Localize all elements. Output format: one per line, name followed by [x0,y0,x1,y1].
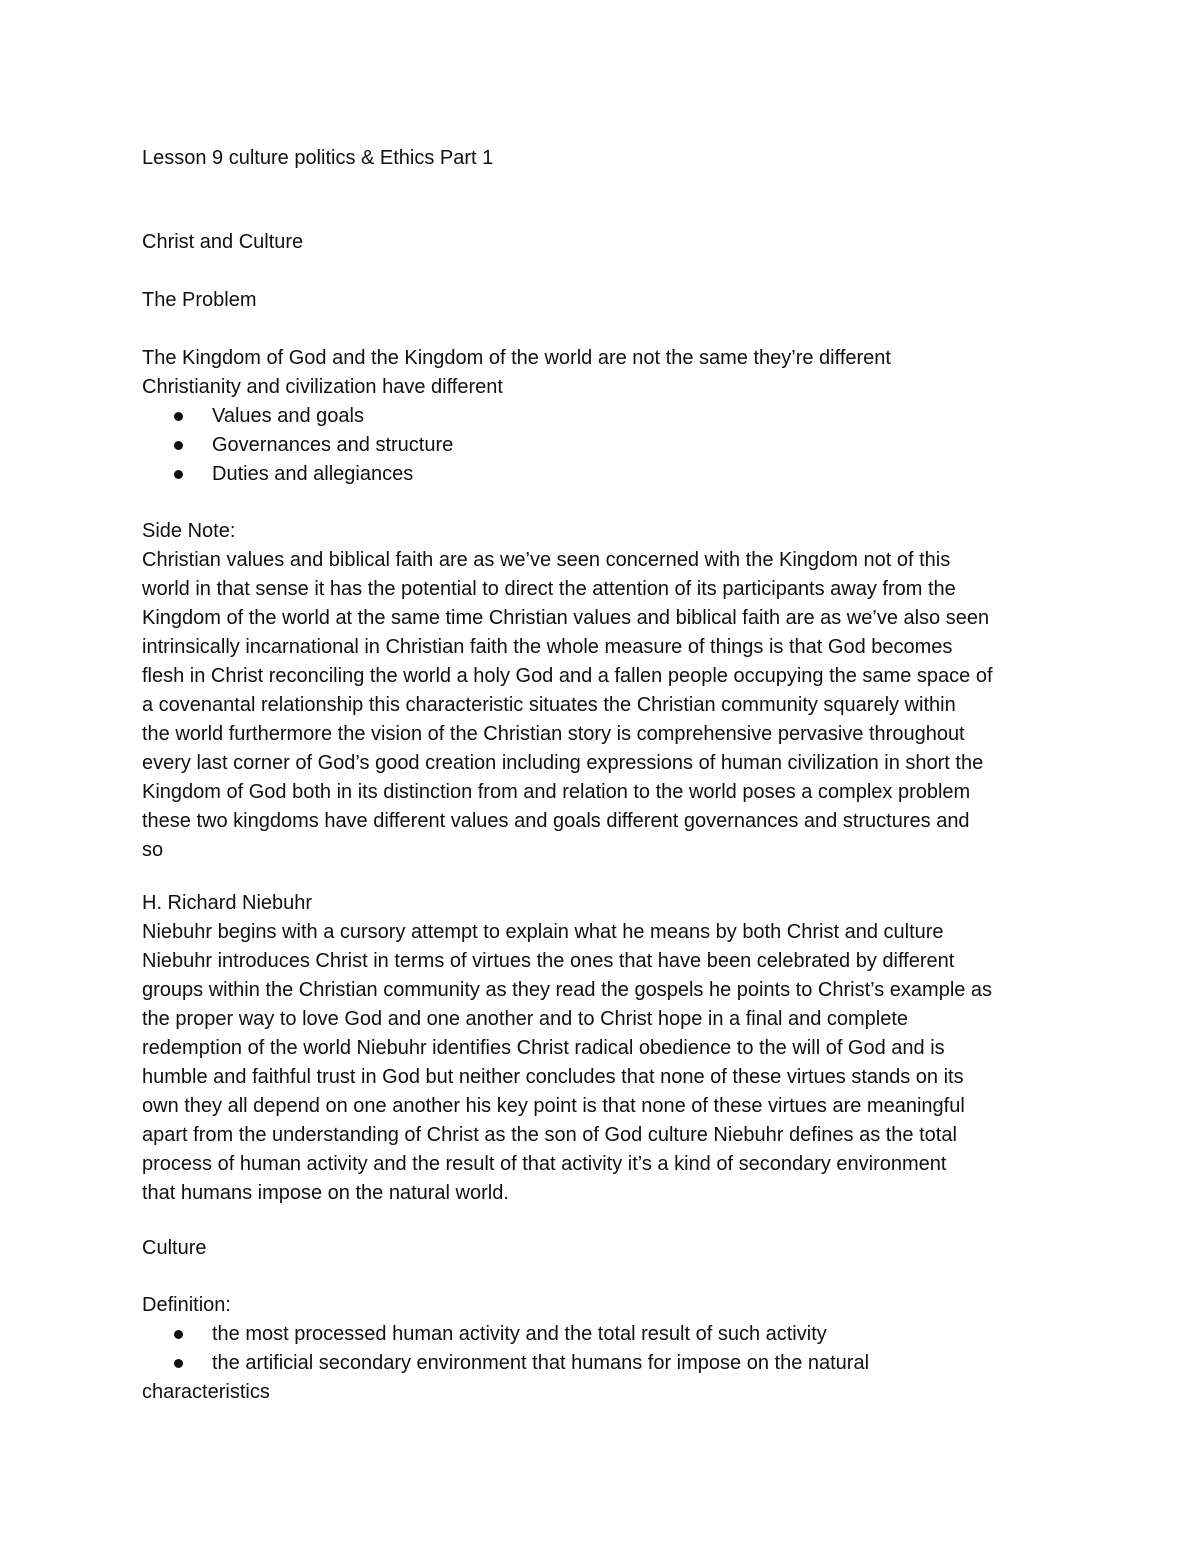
problem-line: Christianity and civilization have different [142,376,503,398]
paragraph-line: the world furthermore the vision of the Christian story is comprehensive pervasive throughout [142,723,965,745]
paragraph-line: redemption of the world Niebuhr identifies Christ radical obedience to the will of God and is [142,1037,945,1059]
problem-section [142,344,1072,489]
document-title: Lesson 9 culture politics & Ethics Part 1 [142,147,494,169]
paragraph-line: every last corner of God’s good creation including expressions of human civilization in short the [142,752,984,774]
bullet-icon [174,1359,183,1368]
list-item: Duties and allegiances [142,460,1072,489]
list-item: Values and goals [142,402,1072,431]
bullet-icon [174,470,183,479]
list-item: Governances and structure [142,431,1072,460]
niebuhr-heading: H. Richard Niebuhr [142,892,313,914]
paragraph-line: humble and faithful trust in God but neither concludes that none of these virtues stands on its [142,1066,964,1088]
paragraph-line: intrinsically incarnational in Christian faith the whole measure of things is that God becomes [142,636,953,658]
paragraph-line: own they all depend on one another his key point is that none of these virtues are meaningful [142,1095,965,1117]
heading-christ-and-culture: Christ and Culture [142,231,304,253]
side-note-label: Side Note: [142,520,236,542]
list-item-text: the artificial secondary environment that humans for impose on the natural [212,1352,870,1374]
paragraph-line: a covenantal relationship this characteristic situates the Christian community squarely within [142,694,956,716]
side-note-paragraph [142,546,1072,865]
definition-section [142,1291,1072,1407]
niebuhr-paragraph [142,918,1072,1208]
problem-line: The Kingdom of God and the Kingdom of the world are not the same they’re different [142,347,891,369]
problem-bullet-list [142,402,1072,489]
culture-heading: Culture [142,1237,207,1259]
niebuhr-section [142,889,1072,1208]
paragraph-line: so [142,839,164,861]
list-item: the most processed human activity and the total result of such activity [142,1320,1072,1349]
paragraph-line: Kingdom of God both in its distinction from and relation to the world poses a complex problem [142,781,971,803]
paragraph-line: world in that sense it has the potential to direct the attention of its participants away from the [142,578,956,600]
bullet-icon [174,412,183,421]
paragraph-line: Niebuhr introduces Christ in terms of virtues the ones that have been celebrated by different [142,950,955,972]
bullet-icon [174,441,183,450]
paragraph-line: Kingdom of the world at the same time Christian values and biblical faith are as we’ve also seen [142,607,990,629]
paragraph-line: Niebuhr begins with a cursory attempt to explain what he means by both Christ and culture [142,921,944,943]
paragraph-line: process of human activity and the result of that activity it’s a kind of secondary environment [142,1153,947,1175]
list-item [142,1349,1072,1407]
paragraph-line: that humans impose on the natural world. [142,1182,509,1204]
side-note-section [142,517,1072,865]
paragraph-line: apart from the understanding of Christ as the son of God culture Niebuhr defines as the total [142,1124,957,1146]
bullet-icon [174,1330,183,1339]
definition-bullet-list [142,1320,1072,1349]
definition-label: Definition: [142,1294,231,1316]
list-item-text-continued: characteristics [142,1381,270,1403]
paragraph-line: flesh in Christ reconciling the world a holy God and a fallen people occupying the same space of [142,665,993,687]
paragraph-line: these two kingdoms have different values and goals different governances and structures and [142,810,970,832]
heading-the-problem: The Problem [142,289,257,311]
paragraph-line: Christian values and biblical faith are as we’ve seen concerned with the Kingdom not of this [142,549,951,571]
paragraph-line: groups within the Christian community as they read the gospels he points to Christ’s example as [142,979,993,1001]
paragraph-line: the proper way to love God and one another and to Christ hope in a final and complete [142,1008,909,1030]
